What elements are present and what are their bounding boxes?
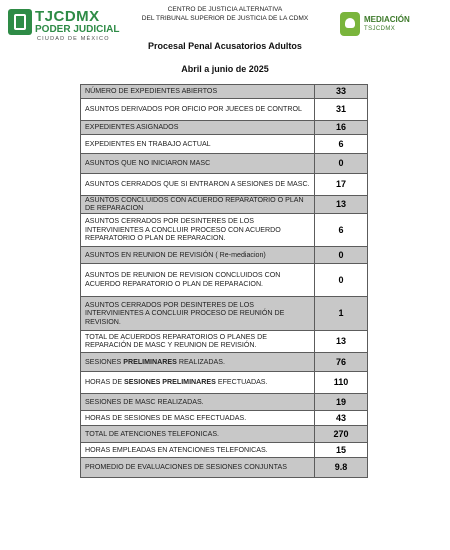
row-label: HORAS DE SESIONES DE MASC EFECTUADAS.: [81, 410, 315, 425]
table-row: [81, 425, 368, 442]
table-row: [81, 213, 368, 246]
statistics-table: [80, 84, 368, 478]
row-value: 9.8: [315, 457, 368, 477]
row-value: 76: [315, 352, 368, 371]
row-label: TOTAL DE ACUERDOS REPARATORIOS O PLANES DE REPARACIÓN DE MASC Y REUNION DE REVISIÓN.: [81, 330, 315, 352]
row-value: 33: [315, 85, 368, 99]
row-label: NÚMERO DE EXPEDIENTES ABIERTOS: [81, 85, 315, 99]
row-label: PROMEDIO DE EVALUACIONES DE SESIONES CONJUNTAS: [81, 457, 315, 477]
mediacion-logo-title: MEDIACIÓN: [364, 15, 410, 24]
row-label: ASUNTOS CERRADOS POR DESINTERES DE LOS INTERVINIENTES A CONCLUIR PROCESO CON ACUERDO REPARATORIO O PLAN DE REPARACION.: [81, 213, 315, 246]
row-label: ASUNTOS EN REUNION DE REVISIÓN ( Re-mediacion): [81, 246, 315, 263]
row-value: 13: [315, 330, 368, 352]
document-period: Abril a junio de 2025: [181, 64, 269, 74]
row-label: ASUNTOS CONCLUIDOS CON ACUERDO REPARATORIO O PLAN DE REPARACION: [81, 196, 315, 214]
row-value: 6: [315, 213, 368, 246]
table-row: [81, 135, 368, 154]
table-row: [81, 296, 368, 330]
mediacion-logo-subtitle: TSJCDMX: [364, 26, 396, 32]
table-row: [81, 263, 368, 296]
table-row: [81, 371, 368, 393]
table-row: [81, 154, 368, 174]
row-value: 15: [315, 442, 368, 457]
document-title: Procesal Penal Acusatorios Adultos: [148, 41, 302, 51]
header-line-2: DEL TRIBUNAL SUPERIOR DE JUSTICIA DE LA CDMX: [141, 15, 309, 22]
row-value: 31: [315, 99, 368, 121]
row-label: ASUNTOS DE REUNION DE REVISION CONCLUIDOS CON ACUERDO REPARATORIO O PLAN DE REPARACION.: [81, 263, 315, 296]
table-row: [81, 393, 368, 410]
row-value: 0: [315, 246, 368, 263]
row-label-part: HORAS DE: [85, 378, 125, 387]
poder-judicial-logo: [8, 8, 120, 45]
row-label-part: SESIONES: [85, 357, 124, 366]
table-row: [81, 196, 368, 214]
row-label: ASUNTOS CERRADOS POR DESINTERES DE LOS INTERVINIENTES A CONCLUIR PROCESO DE REUNIÓN DE REVISION.: [81, 296, 315, 330]
table-row: [81, 442, 368, 457]
row-value: 0: [315, 263, 368, 296]
header-line-1: CENTRO DE JUSTICIA ALTERNATIVA: [167, 6, 283, 13]
table-row: [81, 99, 368, 121]
logo-name: PODER JUDICIAL: [35, 24, 120, 35]
row-label: SESIONES DE MASC REALIZADAS.: [81, 393, 315, 410]
table-row: [81, 457, 368, 477]
row-value: 1: [315, 296, 368, 330]
logo-brand: TJCDMX: [35, 8, 100, 25]
tjcdmx-emblem-icon: [8, 9, 32, 35]
row-value: 110: [315, 371, 368, 393]
row-label: TOTAL DE ATENCIONES TELEFONICAS.: [81, 425, 315, 442]
row-label-emphasis: PRELIMINARES: [123, 357, 177, 366]
row-value: 270: [315, 425, 368, 442]
row-label: EXPEDIENTES EN TRABAJO ACTUAL: [81, 135, 315, 154]
row-value: 0: [315, 154, 368, 174]
mediacion-emblem-icon: [340, 12, 360, 36]
table-row: [81, 121, 368, 135]
institution-header: [120, 5, 330, 23]
row-value: 43: [315, 410, 368, 425]
table-row: [81, 330, 368, 352]
row-label: EXPEDIENTES ASIGNADOS: [81, 121, 315, 135]
row-label: [81, 371, 315, 393]
logo-place: CIUDAD DE MÉXICO: [37, 36, 110, 42]
table-row: [81, 85, 368, 99]
row-label-emphasis: SESIONES PRELIMINARES: [124, 378, 216, 387]
row-label: ASUNTOS DERIVADOS POR OFICIO POR JUECES DE CONTROL: [81, 99, 315, 121]
row-label-part: REALIZADAS.: [176, 357, 225, 366]
row-label: [81, 352, 315, 371]
table-row: [81, 174, 368, 196]
table-row: [81, 410, 368, 425]
row-label-part: EFECTUADAS.: [215, 378, 268, 387]
row-value: 16: [315, 121, 368, 135]
mediacion-logo: [340, 12, 440, 42]
row-value: 19: [315, 393, 368, 410]
row-value: 6: [315, 135, 368, 154]
row-value: 17: [315, 174, 368, 196]
row-value: 13: [315, 196, 368, 214]
row-label: ASUNTOS QUE NO INICIARON MASC: [81, 154, 315, 174]
row-label: HORAS EMPLEADAS EN ATENCIONES TELEFONICAS.: [81, 442, 315, 457]
row-label: ASUNTOS CERRADOS QUE SI ENTRARON A SESIONES DE MASC.: [81, 174, 315, 196]
table-row: [81, 246, 368, 263]
table-row: [81, 352, 368, 371]
